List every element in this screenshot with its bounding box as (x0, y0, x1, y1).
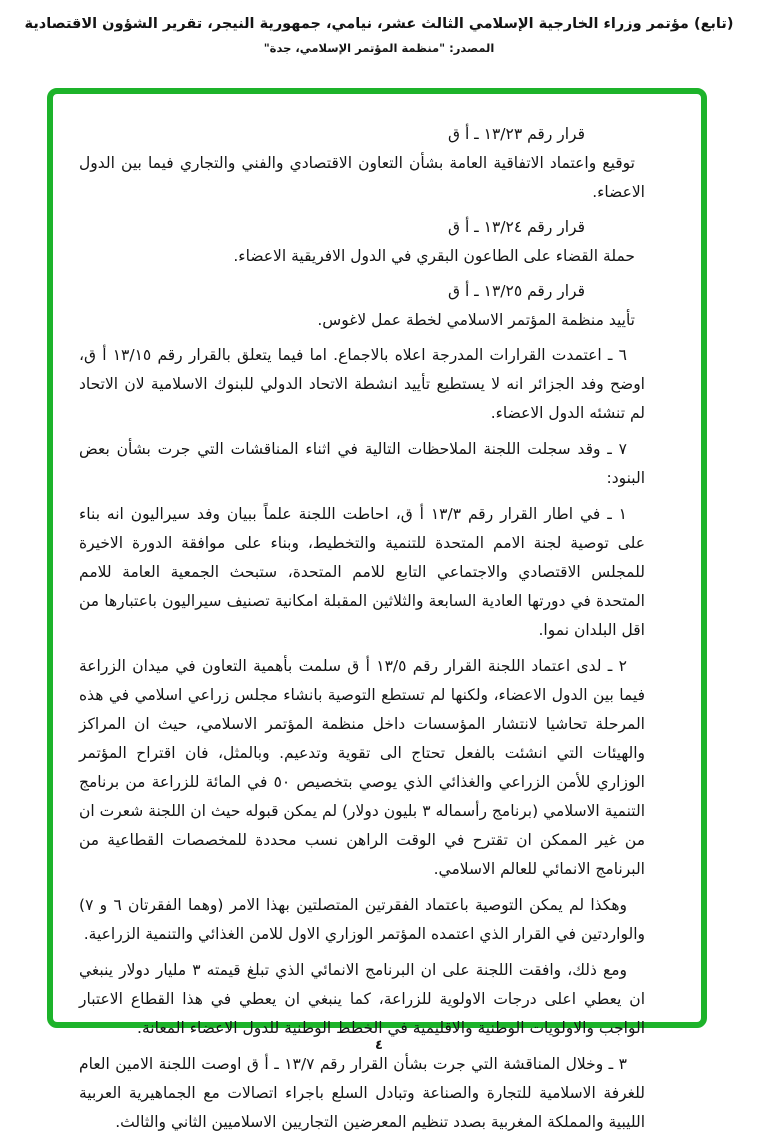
note-paragraph-2-continuation-b: ومع ذلك، وافقت اللجنة على ان البرنامج الانمائي الذي تبلغ قيمته ٣ مليار دولار ينبغي ان يعطي اعلى درجات الاولوية للزراعة، كما ينبغي ان يعطي في هذا القطاع الاعتبار الواجب والاولويات الوطنية والاقليمية في الخطط الوطنية للدول الاعضاء المعانة. (79, 961, 645, 1037)
document-source: المصدر: "منظمة المؤتمر الإسلامي، جدة" (263, 41, 495, 55)
note-paragraph-2: ٢ ـ لدى اعتماد اللجنة القرار رقم ١٣/٥ أ ق سلمت بأهمية التعاون في ميدان الزراعة فيما بين الدول الاعضاء، ولكنها لم تستطع التوصية بانشاء مجلس زراعي اسلامي في هذه المرحلة تحاشيا لانتشار المؤسسات داخل منظمة المؤتمر الاسلامي، حيث ان المراكز والهيئات التي انشئت بالفعل تحتاج الى تقوية وتدعيم. وبالمثل، فان اقتراح المؤتمر الوزاري للأمن الزراعي والغذائي الذي يوصي بتخصيص ٥٠ في المائة للزراعة من برنامج التنمية الاسلامي (برنامج رأسماله ٣ بليون دولار) لم يمكن قبوله حيث ان اللجنة شعرت ان من غير الممكن ان تقترح في الوقت الراهن نسب محددة للمخصصات القطاعية من البرنامج الانمائي للعالم الاسلامي. (79, 657, 645, 878)
document-body (53, 94, 701, 1137)
note-paragraph-3: ٣ ـ وخلال المناقشة التي جرت بشأن القرار رقم ١٣/٧ ـ أ ق اوصت اللجنة الامين العام للغرفة الاسلامية للتجارة والصناعة وتبادل السلع باجراء اتصالات مع الجماهيرية العربية الليبية والمملكة المغربية بصدد تنظيم المعرضين التجاريين الاسلاميين الثاني والثالث. (79, 1055, 645, 1131)
note-paragraph-2-continuation-a: وهكذا لم يمكن التوصية باعتماد الفقرتين المتصلتين بهذا الامر (وهما الفقرتان ٦ و ٧) والواردتين في القرار الذي اعتمده المؤتمر الوزاري الاول للامن الغذائي والتنمية الزراعية. (79, 896, 645, 943)
paragraph-6: ٦ ـ اعتمدت القرارات المدرجة اعلاه بالاجماع. اما فيما يتعلق بالقرار رقم ١٣/١٥ أ ق، اوضح وفد الجزائر انه لا يستطيع تأييد انشطة الاتحاد الدولي للبنوك الاسلامية لان الاتحاد لم تنشئه الدول الاعضاء. (79, 346, 645, 422)
content-frame (47, 88, 707, 1131)
resolution-title-13-23: قرار رقم ١٣/٢٣ ـ أ ق (447, 125, 585, 143)
resolution-title-13-24: قرار رقم ١٣/٢٤ ـ أ ق (447, 218, 585, 236)
page-number: ٤ (375, 1038, 383, 1053)
page-header (0, 16, 758, 55)
resolution-body-13-24: حملة القضاء على الطاعون البقري في الدول الافريقية الاعضاء. (233, 247, 635, 265)
resolution-body-13-23: توقيع واعتماد الاتفاقية العامة بشأن التعاون الاقتصادي والفني والتجاري فيما بين الدول الاعضاء. (79, 154, 645, 201)
resolution-title-13-25: قرار رقم ١٣/٢٥ ـ أ ق (447, 282, 585, 300)
note-paragraph-1: ١ ـ في اطار القرار رقم ١٣/٣ أ ق، احاطت اللجنة علماً ببيان وفد سيراليون انه بناء على توصية لجنة الامم المتحدة للتنمية والتخطيط، وبناء على موافقة الدورة الاخيرة للمجلس الاقتصادي والاجتماعي التابع للامم المتحدة، ستبحث الجمعية العامة للامم المتحدة في دورتها العادية السابعة والثلاثين المقبلة امكانية تصنيف سيراليون باعتبارها من اقل البلدان نموا. (79, 505, 645, 639)
document-title: (تابع) مؤتمر وزراء الخارجية الإسلامي الثالث عشر، نيامي، جمهورية النيجر، تقرير الشؤون الاقتصادية (24, 16, 734, 32)
resolution-body-13-25: تأييد منظمة المؤتمر الاسلامي لخطة عمل لاغوس. (317, 311, 635, 329)
paragraph-7: ٧ ـ وقد سجلت اللجنة الملاحظات التالية في اثناء المناقشات التي جرت بشأن بعض البنود: (79, 440, 645, 487)
